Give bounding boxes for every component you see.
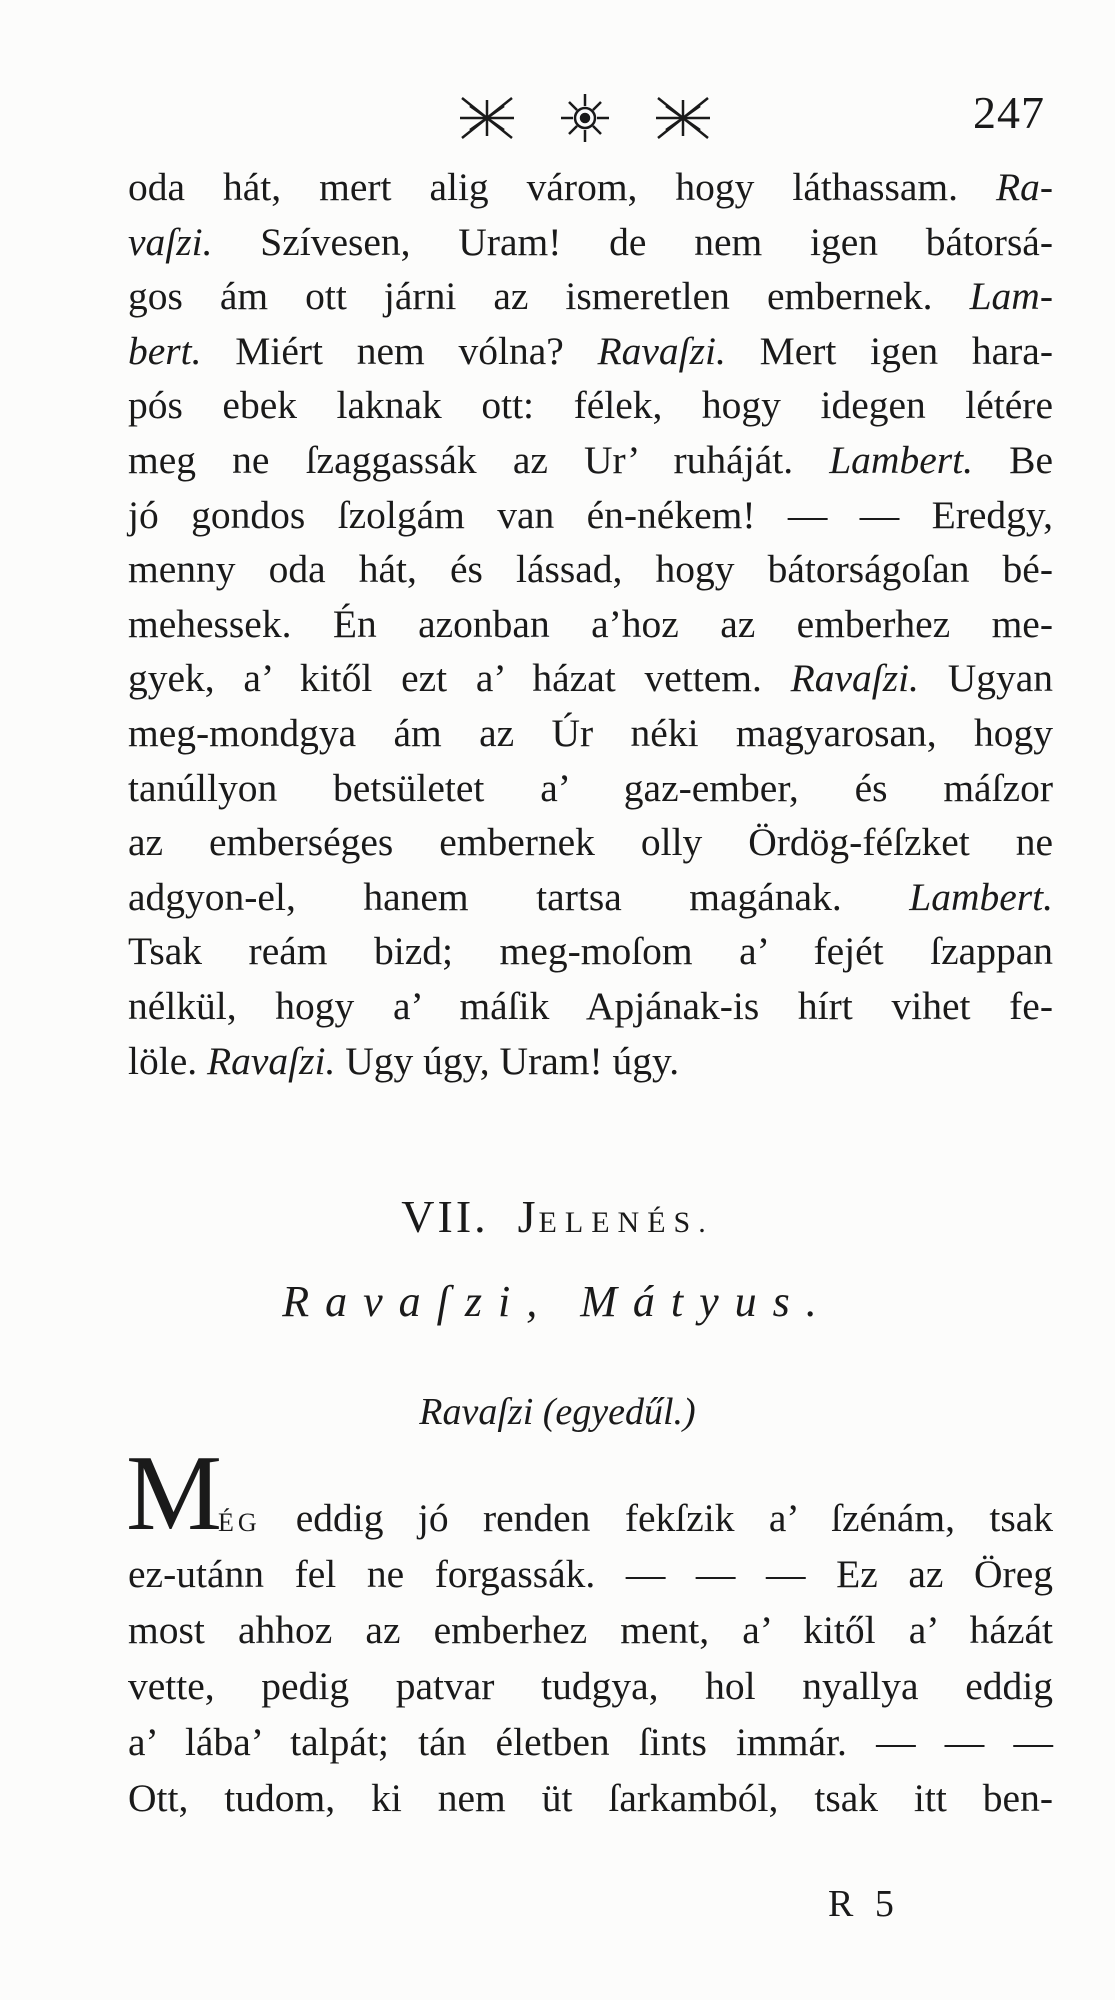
text-run: vette, pedig patvar tudgya, hol nyallya eddig — [128, 1664, 1053, 1708]
text-line — [128, 706, 1053, 761]
text-line — [128, 378, 1053, 433]
text-line — [128, 324, 1053, 379]
text-run: Tsak reám bizd; meg-moſom a’ fejét ſzappan — [128, 929, 1053, 974]
signature-mark: R 5 — [828, 1883, 900, 1925]
stage-direction: Ravaſzi (egyedűl.) — [419, 1391, 696, 1433]
text-line — [128, 269, 1053, 324]
text-run: Ott, tudom, ki nem üt ſarkamból, tsak itt ben- — [128, 1776, 1053, 1820]
speaker-name: Lambert. — [829, 437, 973, 482]
text-run: löle. — [128, 1038, 207, 1083]
text-line — [128, 1714, 1053, 1770]
fleuron-ornament-icon — [450, 88, 720, 148]
text-line — [128, 433, 1053, 488]
text-line — [128, 979, 1053, 1034]
text-line — [128, 1546, 1053, 1602]
monologue-text-block — [128, 1490, 1053, 1826]
text-run: meg ne ſzaggassák az Ur’ ruháját. — [128, 437, 830, 482]
text-line — [128, 1490, 1053, 1546]
text-run: nélkül, hogy a’ máſik Apjának-is hírt vihet fe- — [128, 983, 1053, 1028]
speaker-name: Lambert. — [909, 874, 1053, 919]
scene-title-initial: J — [517, 1191, 539, 1242]
text-run: a’ lába’ talpát; tán életben ſints immár. — — — — [128, 1720, 1053, 1764]
speaker-name: Ravaſzi. — [790, 656, 919, 701]
speaker-name: Ravaſzi. — [206, 1038, 336, 1083]
text-run: ez-utánn fel ne forgassák. — — — Ez az Öreg — [128, 1552, 1053, 1596]
text-line — [128, 488, 1053, 543]
dialogue-text-block — [128, 160, 1053, 1088]
text-run: meg-mondgya ám az Úr néki magyarosan, hogy — [128, 710, 1053, 755]
text-run: Mert igen hara- — [725, 328, 1053, 373]
speaker-name: Ra- — [995, 165, 1053, 209]
text-line — [128, 651, 1053, 706]
text-run: gyek, a’ kitől ezt a’ házat vettem. — [128, 656, 791, 701]
text-run: Be — [972, 437, 1053, 482]
scene-heading — [0, 1190, 1115, 1243]
text-run: pós ebek laknak ott: félek, hogy idegen létére — [128, 383, 1053, 428]
text-run: mehessek. Én azonban a’hoz az emberhez me- — [128, 601, 1053, 646]
text-run: Szívesen, Uram! de nem igen bátorsá- — [212, 219, 1053, 264]
text-run: most ahhoz az emberhez ment, a’ kitől a’ házát — [128, 1608, 1053, 1652]
text-run: az emberséges embernek olly Ördög-féſzket ne — [128, 820, 1053, 865]
text-line — [128, 1034, 1053, 1089]
scene-title-rest: ELENÉS. — [538, 1206, 714, 1239]
drop-cap: M — [126, 1434, 223, 1553]
text-run: Miért nem vólna? — [201, 328, 598, 373]
text-run: gos ám ott járni az ismeretlen embernek. — [128, 274, 970, 319]
first-word-smallcaps: ÉG — [218, 1508, 296, 1537]
page-number: 247 — [973, 87, 1045, 138]
text-line — [128, 1602, 1053, 1658]
text-run: eddig jó renden fekſzik a’ ſzénám, tsak — [295, 1496, 1053, 1540]
text-line — [128, 761, 1053, 816]
text-run: oda hát, mert alig várom, hogy láthassam. — [128, 165, 996, 209]
text-run: tanúllyon betsületet a’ gaz-ember, és máſzor — [128, 765, 1053, 810]
text-line — [128, 1770, 1053, 1826]
text-run: Ugyan — [918, 656, 1053, 701]
text-run: menny oda hát, és lássad, hogy bátorságoſan bé- — [128, 547, 1053, 592]
speaker-name: vaſzi. — [128, 219, 213, 264]
scene-numeral: VII. — [401, 1191, 489, 1242]
speaker-name: Ravaſzi. — [597, 328, 726, 373]
scene-cast: Ravaſzi, Mátyus. — [282, 1277, 833, 1326]
text-run: adgyon-el, hanem tartsa magának. — [128, 874, 910, 919]
page-header — [0, 88, 1115, 158]
text-line — [128, 160, 1053, 215]
text-line — [128, 924, 1053, 979]
text-run: jó gondos ſzolgám van én-nékem! — — Eredgy, — [128, 492, 1053, 537]
text-line — [128, 815, 1053, 870]
speaker-name: bert. — [128, 328, 202, 373]
text-line — [128, 215, 1053, 270]
text-line — [128, 1658, 1053, 1714]
text-line — [128, 597, 1053, 652]
text-run: Ugy úgy, Uram! úgy. — [335, 1038, 680, 1083]
speaker-name: Lam- — [969, 274, 1053, 319]
text-line — [128, 870, 1053, 925]
text-line — [128, 542, 1053, 597]
